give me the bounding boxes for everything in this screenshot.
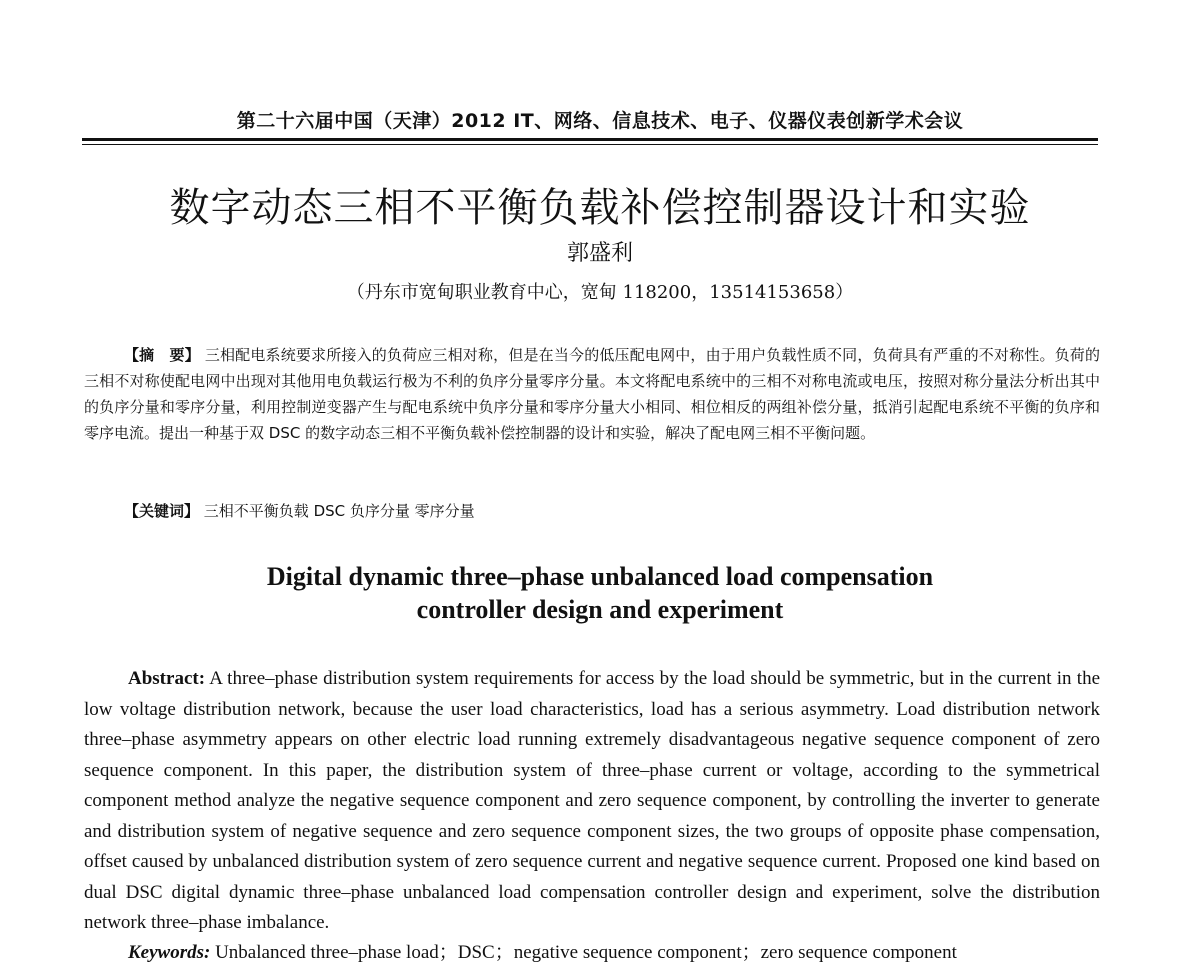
abstract-cn (84, 342, 1100, 446)
paper-title-en (0, 560, 1200, 626)
keywords-cn (124, 498, 1100, 524)
paper-title-en-line2: controller design and experiment (416, 595, 784, 624)
author-affiliation: （丹东市宽甸职业教育中心，宽甸 118200，13514153658） (346, 282, 854, 303)
abstract-cn-label: 【摘 要】 (124, 346, 200, 364)
header-rule-thin (82, 144, 1098, 145)
keywords-en-label: Keywords: (128, 942, 211, 963)
header-rule-thick (82, 138, 1098, 141)
keywords-cn-label: 【关键词】 (124, 502, 200, 520)
paper-title-en-line1: Digital dynamic three–phase unbalanced load compensation (266, 562, 934, 591)
paper-title-cn: 数字动态三相不平衡负载补偿控制器设计和实验 (169, 185, 1031, 231)
keywords-cn-text: 三相不平衡负载 DSC 负序分量 零序分量 (203, 502, 475, 520)
conference-header: 第二十六届中国（天津）2012 IT、网络、信息技术、电子、仪器仪表创新学术会议 (236, 110, 964, 132)
author-name: 郭盛利 (566, 241, 633, 266)
abstract-cn-text: 三相配电系统要求所接入的负荷应三相对称，但是在当今的低压配电网中，由于用户负载性质不同，负荷具有严重的不对称性。负荷的三相不对称使配电网中出现对其他用电负载运行极为不利的负序分量零序分量。本文将配电系统中的三相不对称电流或电压，按照对称分量法分析出其中的负序分量和零序分量，利用控制逆变器产生与配电系统中负序分量和零序分量大小相同、相位相反的两组补偿分量，抵消引起配电系统不平衡的负序和零序电流。提出一种基于双 DSC 的数字动态三相不平衡负载补偿控制器的设计和实验，解决了配电网三相不平衡问题。 (84, 346, 1100, 442)
keywords-en-text: Unbalanced three–phase load；DSC；negative sequence component；zero sequence component (215, 942, 957, 963)
keywords-en (128, 938, 1100, 968)
abstract-en (84, 664, 1100, 939)
abstract-en-label: Abstract: (128, 668, 206, 689)
abstract-en-text: A three–phase distribution system requirements for access by the load should be symmetric, but in the current in the low voltage distribution network, because the user load characteristics, load has a serious asymmetry. Load distribution network three–phase asymmetry appears on other electric load running extremely disadvantageous negative sequence component of zero sequence component. In this paper, the distribution system of three–phase current or voltage, according to the symmetrical component method analyze the negative sequence component and zero sequence component, by controlling the inverter to generate and distribution system of negative sequence and zero sequence component sizes, the two groups of opposite phase compensation, offset caused by unbalanced distribution system of zero sequence current and negative sequence current. Proposed one kind based on dual DSC digital dynamic three–phase unbalanced load compensation controller design and experiment, solve the distribution network three–phase imbalance. (84, 668, 1101, 933)
